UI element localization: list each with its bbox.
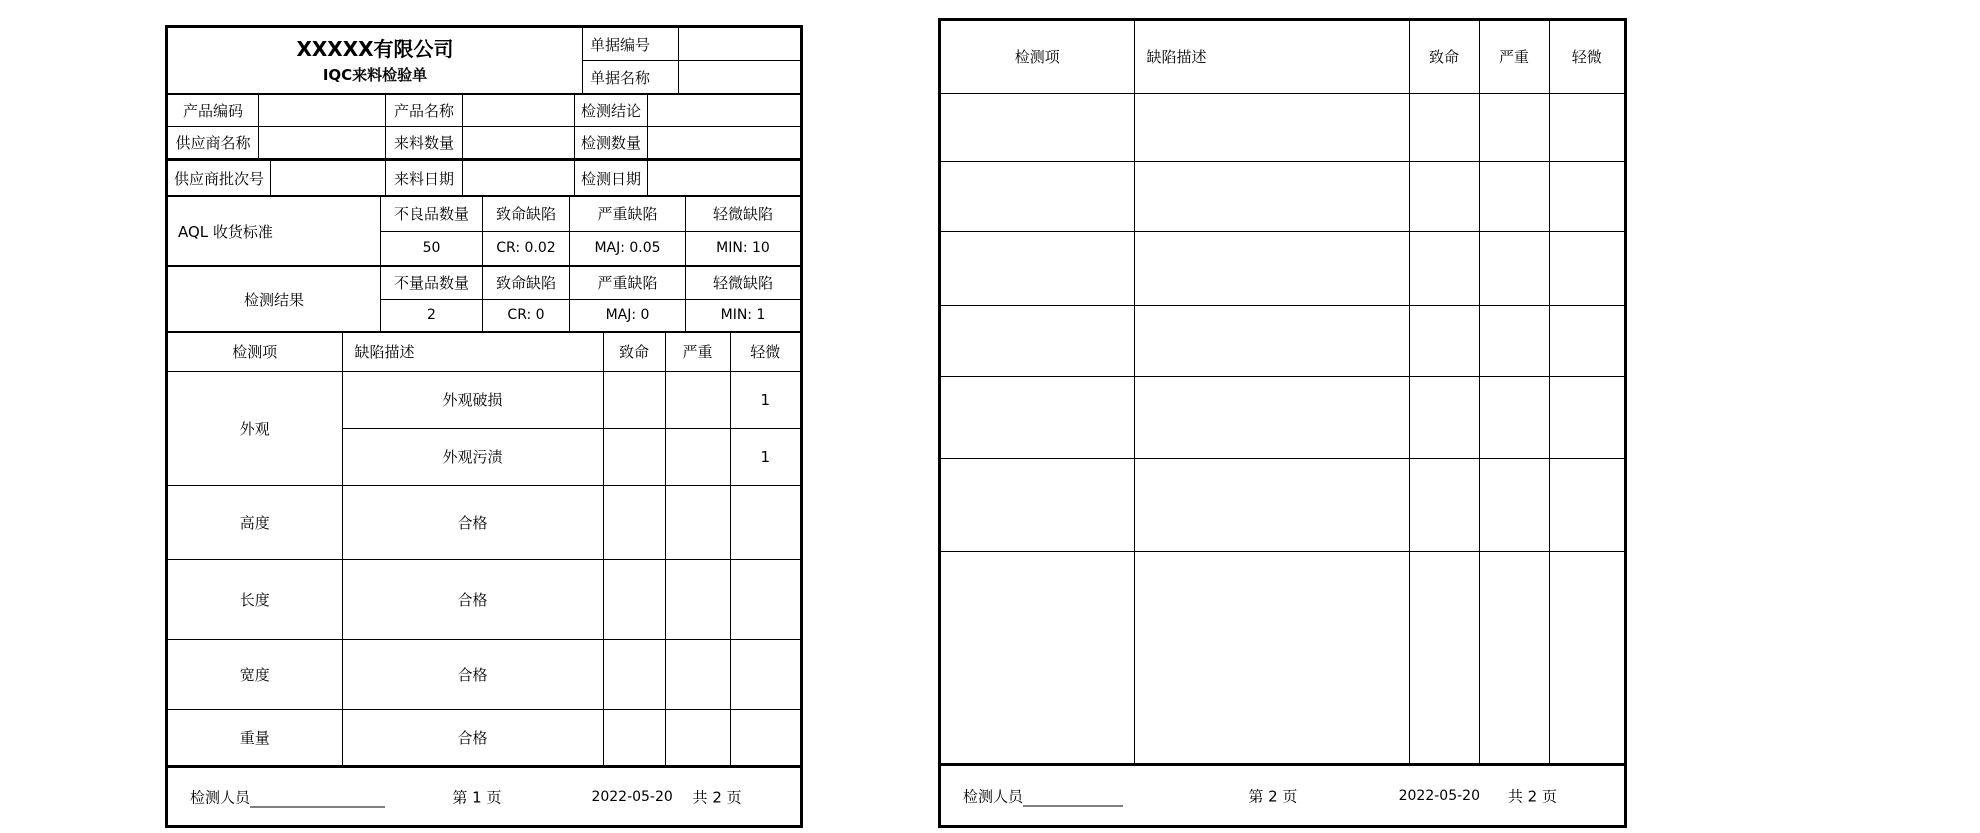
inspection-conclusion-label: 检测结论 <box>575 95 648 126</box>
item-cell-appearance: 外观 <box>168 371 342 485</box>
aql-standard-label: AQL 收货标准 <box>168 197 381 265</box>
aql-standard-grid <box>381 197 800 265</box>
defect-desc-cell: 合格 <box>342 485 603 559</box>
doc-name-label: 单据名称 <box>583 61 679 93</box>
footer-date: 2022-05-20 <box>1398 787 1480 804</box>
table-row <box>168 559 800 639</box>
minor-count-cell <box>1549 93 1624 161</box>
form-title: IQC来料检验单 <box>322 65 428 84</box>
table-row <box>941 376 1624 458</box>
minor-defect-header: 轻微缺陷 <box>712 274 773 293</box>
minor-count-cell: 1 <box>730 371 800 428</box>
major-count-cell <box>1479 161 1549 231</box>
total-pages: 共 2 页 <box>1507 787 1557 805</box>
inspector-signature-line <box>1023 790 1123 806</box>
critical-count-cell <box>1409 458 1479 551</box>
table-row <box>941 93 1624 161</box>
inspection-qty-label: 检测数量 <box>575 127 648 158</box>
defect-desc-cell <box>1134 458 1409 551</box>
defect-desc-cell: 合格 <box>342 639 603 709</box>
inspector-label: 检测人员 <box>963 787 1024 805</box>
defect-desc-cell <box>1134 551 1409 763</box>
major-count-cell <box>665 559 730 639</box>
critical-column-header: 致命 <box>1409 21 1479 93</box>
inspection-form-page-1 <box>165 25 803 828</box>
page-footer <box>168 768 800 825</box>
inspector-label: 检测人员 <box>190 788 251 806</box>
defect-desc-cell <box>1134 93 1409 161</box>
defect-desc-cell <box>1134 161 1409 231</box>
critical-count-cell <box>603 639 665 709</box>
page-number: 第 2 页 <box>1248 787 1298 805</box>
table-row <box>941 551 1624 763</box>
incoming-date-label: 来料日期 <box>386 161 463 195</box>
item-cell <box>941 161 1134 231</box>
supplier-batch-label: 供应商批次号 <box>168 161 271 195</box>
doc-number-row <box>583 28 800 61</box>
item-cell <box>941 551 1134 763</box>
minor-defect-value: MIN: 10 <box>716 240 770 257</box>
doc-number-label: 单据编号 <box>583 28 679 60</box>
product-name-value <box>463 95 575 126</box>
major-count-cell <box>665 709 730 765</box>
critical-count-cell <box>603 371 665 428</box>
table-row <box>941 458 1624 551</box>
critical-count-cell <box>603 559 665 639</box>
table-row <box>941 305 1624 376</box>
defect-detail-section <box>941 21 1624 766</box>
critical-count-cell <box>1409 551 1479 763</box>
major-count-cell <box>665 371 730 428</box>
minor-column-header: 轻微 <box>1549 21 1624 93</box>
incoming-qty-label: 来料数量 <box>386 127 463 158</box>
defect-table-header <box>168 333 800 371</box>
inspector-signature-line <box>250 791 385 807</box>
critical-defect-value: CR: 0 <box>483 300 570 332</box>
defective-qty-value: 2 <box>381 300 483 332</box>
company-name: XXXXX有限公司 <box>296 36 454 61</box>
minor-defect-header: 轻微缺陷 <box>712 205 773 224</box>
table-row <box>941 231 1624 305</box>
batch-row <box>168 161 800 197</box>
table-row <box>168 371 800 428</box>
minor-column-header: 轻微 <box>730 333 800 371</box>
critical-count-cell <box>1409 161 1479 231</box>
defect-desc-cell <box>1134 305 1409 376</box>
defective-qty-header: 不量品数量 <box>381 267 483 299</box>
major-defect-value: MAJ: 0 <box>570 300 686 332</box>
supplier-row <box>168 127 800 158</box>
major-count-cell <box>1479 551 1549 763</box>
major-defect-header: 严重缺陷 <box>570 267 686 299</box>
inspection-date-label: 检测日期 <box>575 161 648 195</box>
inspection-qty-value <box>648 127 800 158</box>
supplier-batch-value <box>271 161 386 195</box>
item-cell-length: 长度 <box>168 559 342 639</box>
item-cell <box>941 93 1134 161</box>
doc-number-value <box>679 28 800 60</box>
product-code-value <box>259 95 386 126</box>
major-count-cell <box>1479 376 1549 458</box>
item-column-header: 检测项 <box>168 333 342 371</box>
defect-table-header <box>941 21 1624 93</box>
critical-count-cell <box>603 709 665 765</box>
defect-desc-cell: 外观污渍 <box>342 428 603 485</box>
major-count-cell <box>665 428 730 485</box>
item-cell <box>941 231 1134 305</box>
minor-count-cell <box>1549 458 1624 551</box>
minor-count-cell <box>1549 376 1624 458</box>
aql-standard-section <box>168 197 800 267</box>
product-name-label: 产品名称 <box>386 95 463 126</box>
page-footer <box>941 766 1624 825</box>
minor-defect-value: MIN: 1 <box>720 307 766 324</box>
minor-count-cell <box>730 709 800 765</box>
defect-detail-section <box>168 333 800 768</box>
product-info-section <box>168 95 800 161</box>
incoming-date-value <box>463 161 575 195</box>
major-defect-value: MAJ: 0.05 <box>570 232 686 266</box>
major-count-cell <box>665 639 730 709</box>
inspection-result-label: 检测结果 <box>168 267 381 331</box>
inspection-conclusion-value <box>648 95 800 126</box>
product-row <box>168 95 800 127</box>
inspection-form-page-2 <box>938 18 1627 828</box>
defect-desc-cell: 外观破损 <box>342 371 603 428</box>
page-number: 第 1 页 <box>452 788 502 806</box>
major-count-cell <box>665 485 730 559</box>
footer-date: 2022-05-20 <box>591 788 673 805</box>
inspection-result-section <box>168 267 800 333</box>
minor-count-cell <box>730 485 800 559</box>
table-row <box>941 161 1624 231</box>
major-column-header: 严重 <box>1479 21 1549 93</box>
result-header-row <box>381 267 800 300</box>
table-row <box>168 639 800 709</box>
document-info-block <box>583 28 800 93</box>
inspector-field <box>963 785 1123 806</box>
form-header <box>168 28 800 95</box>
minor-count-cell <box>730 639 800 709</box>
item-cell-height: 高度 <box>168 485 342 559</box>
inspection-date-value <box>648 161 800 195</box>
item-cell <box>941 458 1134 551</box>
supplier-name-value <box>259 127 386 158</box>
defective-qty-header: 不良品数量 <box>381 197 483 231</box>
supplier-name-label: 供应商名称 <box>168 127 259 158</box>
minor-count-cell <box>1549 551 1624 763</box>
item-cell <box>941 376 1134 458</box>
item-cell-weight: 重量 <box>168 709 342 765</box>
critical-count-cell <box>1409 231 1479 305</box>
critical-defect-header: 致命缺陷 <box>483 197 570 231</box>
minor-count-cell <box>1549 161 1624 231</box>
minor-count-cell: 1 <box>730 428 800 485</box>
item-cell-width: 宽度 <box>168 639 342 709</box>
doc-name-row <box>583 61 800 93</box>
defect-table <box>168 333 800 765</box>
critical-count-cell <box>1409 376 1479 458</box>
defect-desc-cell <box>1134 376 1409 458</box>
table-row <box>168 485 800 559</box>
critical-defect-header: 致命缺陷 <box>483 267 570 299</box>
major-count-cell <box>1479 93 1549 161</box>
total-pages: 共 2 页 <box>692 788 742 806</box>
minor-count-cell <box>730 559 800 639</box>
critical-count-cell <box>1409 305 1479 376</box>
doc-name-value <box>679 61 800 93</box>
defect-table <box>941 21 1624 763</box>
major-defect-header: 严重缺陷 <box>570 197 686 231</box>
minor-count-cell <box>1549 305 1624 376</box>
defect-desc-cell: 合格 <box>342 559 603 639</box>
title-block <box>168 28 583 93</box>
major-count-cell <box>1479 458 1549 551</box>
inspector-field <box>190 786 385 807</box>
aql-header-row <box>381 197 800 232</box>
result-value-row <box>381 300 800 332</box>
critical-defect-value: CR: 0.02 <box>483 232 570 266</box>
critical-column-header: 致命 <box>603 333 665 371</box>
critical-count-cell <box>603 428 665 485</box>
defect-desc-cell <box>1134 231 1409 305</box>
product-code-label: 产品编码 <box>168 95 259 126</box>
defect-desc-cell: 合格 <box>342 709 603 765</box>
defective-qty-value: 50 <box>381 232 483 266</box>
major-column-header: 严重 <box>665 333 730 371</box>
item-cell <box>941 305 1134 376</box>
minor-count-cell <box>1549 231 1624 305</box>
table-row <box>168 709 800 765</box>
major-count-cell <box>1479 305 1549 376</box>
desc-column-header: 缺陷描述 <box>342 333 603 371</box>
incoming-qty-value <box>463 127 575 158</box>
critical-count-cell <box>1409 93 1479 161</box>
aql-value-row <box>381 232 800 266</box>
inspection-result-grid <box>381 267 800 331</box>
critical-count-cell <box>603 485 665 559</box>
desc-column-header: 缺陷描述 <box>1134 21 1409 93</box>
major-count-cell <box>1479 231 1549 305</box>
item-column-header: 检测项 <box>941 21 1134 93</box>
